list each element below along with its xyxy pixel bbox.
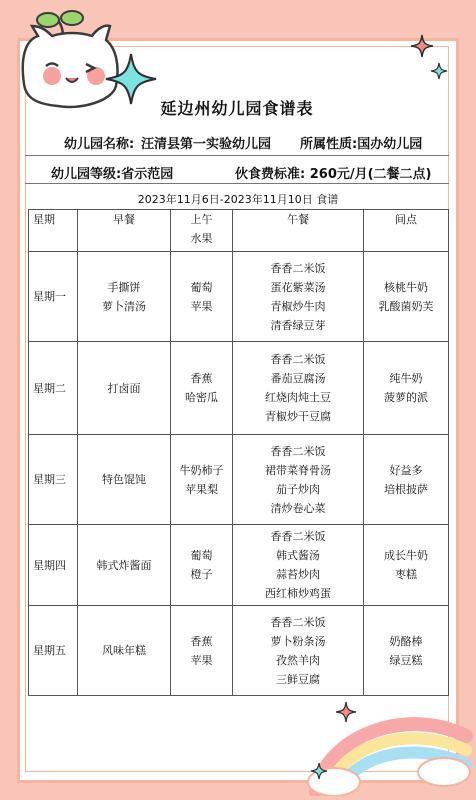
lunch-cell-item: 青椒炒干豆腐 [265, 410, 331, 423]
fruit-cell-item: 橙子 [190, 568, 213, 581]
header-fruit [171, 210, 233, 252]
lunch-cell [233, 606, 364, 696]
lunch-cell [233, 252, 364, 342]
lunch-cell [233, 525, 364, 606]
fruit-cell-item: 哈密瓜 [185, 391, 218, 404]
breakfast-cell [78, 342, 171, 435]
fruit-cell [171, 606, 233, 696]
snack-cell [364, 606, 449, 696]
fruit-cell [171, 252, 233, 342]
weekday-cell: 星期三 [29, 435, 78, 525]
fruit-cell-item: 香蕉 [190, 372, 213, 385]
lunch-cell-item: 香香二米饭 [270, 353, 326, 366]
snack-cell-item: 枣糕 [395, 568, 417, 581]
breakfast-cell-item: 特色馄饨 [102, 473, 146, 486]
page-title: 延边州幼儿园食谱表 [160, 99, 314, 118]
snack-cell-item: 成长牛奶 [384, 549, 428, 562]
table-row [29, 435, 449, 525]
snack-cell-item: 纯牛奶 [389, 372, 423, 385]
lunch-cell-item: 蒜苔炒肉 [276, 568, 320, 581]
school-name-label: 幼儿园名称: [64, 137, 135, 152]
meal-fee: 伙食费标准: 260元/月(二餐二点) [235, 167, 432, 182]
breakfast-cell [78, 525, 171, 606]
lunch-cell-item: 裙带菜脊骨汤 [265, 463, 331, 477]
breakfast-cell-item: 韩式炸酱面 [96, 558, 152, 572]
weekday-cell: 星期五 [29, 606, 78, 696]
breakfast-cell [78, 435, 171, 525]
lunch-cell-item: 西红柿炒鸡蛋 [265, 587, 331, 600]
breakfast-cell-item: 打卤面 [107, 381, 141, 395]
lunch-cell-item: 韩式酱汤 [276, 549, 320, 562]
breakfast-cell [78, 252, 171, 342]
lunch-cell [233, 435, 364, 525]
lunch-cell-item: 孜然羊肉 [276, 653, 320, 667]
breakfast-cell-item: 风味年糕 [102, 644, 146, 657]
snack-cell-item: 乳酸菌奶芙 [378, 299, 434, 313]
fruit-cell-item: 香蕉 [190, 634, 213, 648]
week-range: 2023年11月6日-2023年11月10日 食谱 [137, 193, 339, 206]
lunch-cell-item: 茄子炒肉 [276, 482, 320, 496]
table-row [29, 606, 449, 696]
lunch-cell [233, 342, 364, 435]
lunch-cell-item: 香香二米饭 [270, 530, 326, 543]
lunch-cell-item: 香香二米饭 [270, 444, 326, 458]
lunch-cell-item: 青椒炒牛肉 [270, 299, 326, 313]
table-row [29, 252, 449, 342]
lunch-cell-item: 萝卜粉条汤 [270, 634, 326, 648]
snack-cell-item: 好益多 [389, 463, 423, 477]
header-fruit-line2: 水果 [190, 232, 213, 245]
snack-cell-item: 培根披萨 [384, 482, 428, 496]
header-fruit-line1: 上午 [190, 213, 213, 226]
header-breakfast: 早餐 [78, 210, 171, 252]
fruit-cell [171, 435, 233, 525]
menu-table [28, 209, 449, 696]
lunch-cell-item: 番茄豆腐汤 [270, 372, 326, 385]
fruit-cell-item: 苹果 [190, 299, 213, 313]
breakfast-cell-item: 手撕饼 [107, 280, 141, 294]
lunch-cell-item: 香香二米饭 [270, 615, 326, 629]
school-type: 所属性质:国办幼儿园 [300, 137, 423, 152]
fruit-cell-item: 苹果梨 [185, 482, 218, 496]
lunch-cell-item: 清香绿豆芽 [270, 318, 326, 332]
fruit-cell-item: 牛奶柿子 [179, 463, 224, 477]
school-level: 幼儿园等级:省示范园 [51, 167, 174, 182]
lunch-cell-item: 蛋花紫菜汤 [270, 280, 326, 294]
sparkle-icon [410, 34, 434, 58]
lunch-cell-item: 三鲜豆腐 [276, 672, 320, 686]
snack-cell-item: 绿豆糕 [389, 653, 423, 667]
snack-cell [364, 435, 449, 525]
header-snack: 间点 [364, 210, 449, 252]
snack-cell-item: 奶酪棒 [389, 634, 423, 648]
weekday-cell: 星期四 [29, 525, 78, 606]
school-name-value: 汪清县第一实验幼儿园 [141, 137, 272, 152]
header-weekday: 星期 [29, 210, 78, 252]
sparkle-icon [430, 62, 448, 80]
fruit-cell [171, 342, 233, 435]
snack-cell [364, 525, 449, 606]
table-row [29, 525, 449, 606]
fruit-cell-item: 葡萄 [190, 280, 213, 294]
snack-cell-item: 菠萝的派 [384, 391, 428, 404]
breakfast-cell-item: 萝卜清汤 [102, 299, 146, 313]
divider [25, 155, 449, 156]
lunch-cell-item: 香香二米饭 [270, 261, 326, 275]
table-header-row [29, 210, 449, 252]
header-lunch: 午餐 [233, 210, 364, 252]
weekday-cell: 星期二 [29, 342, 78, 435]
snack-cell-item: 核桃牛奶 [384, 280, 428, 294]
table-row [29, 342, 449, 435]
divider [25, 183, 449, 184]
rainbow-icon [306, 696, 474, 796]
snack-cell [364, 252, 449, 342]
fruit-cell-item: 苹果 [190, 653, 213, 667]
lunch-cell-item: 红烧肉炖土豆 [265, 391, 331, 404]
breakfast-cell [78, 606, 171, 696]
sparkle-icon [310, 762, 328, 780]
snack-cell [364, 342, 449, 435]
fruit-cell [171, 525, 233, 606]
fruit-cell-item: 葡萄 [190, 549, 213, 562]
weekday-cell: 星期一 [29, 252, 78, 342]
lunch-cell-item: 清炒卷心菜 [270, 501, 326, 515]
